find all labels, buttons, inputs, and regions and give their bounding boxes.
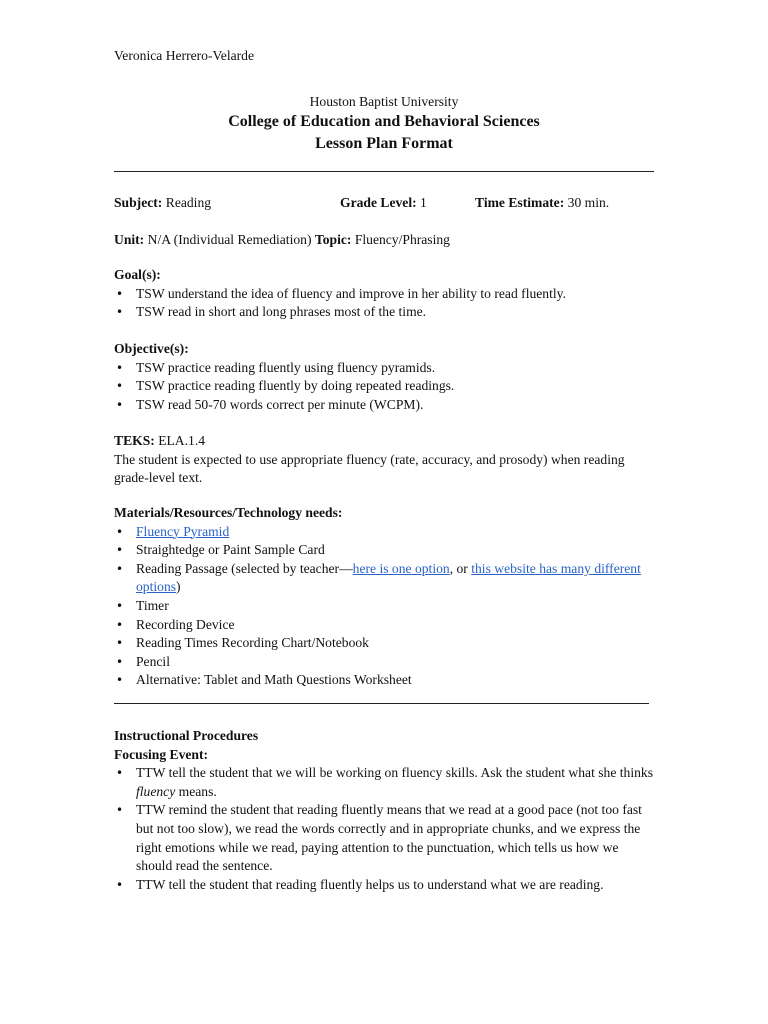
goals-list bbox=[114, 285, 654, 322]
emphasized-word: fluency bbox=[136, 783, 176, 799]
time-field bbox=[475, 194, 609, 213]
list-item bbox=[114, 764, 654, 801]
passage-mid: , or bbox=[449, 560, 472, 576]
unit-value: N/A (Individual Remediation) bbox=[147, 232, 312, 247]
procedures-list bbox=[114, 764, 654, 894]
goals-section bbox=[114, 266, 654, 322]
list-item: • TSW practice reading fluently by doing repeated readings. bbox=[114, 377, 654, 396]
list-item: • TSW read in short and long phrases most of the time. bbox=[114, 303, 654, 322]
teks-description: The student is expected to use appropriate fluency (rate, accuracy, and prosody) when reading grade-level text. bbox=[114, 451, 625, 486]
passage-suffix: ) bbox=[176, 579, 181, 595]
subject-label: Subject: bbox=[114, 195, 163, 210]
passage-option-link[interactable]: here is one option bbox=[352, 560, 450, 576]
item-text: TTW tell the student that we will be working on fluency skills. Ask the student what she thinks bbox=[136, 765, 653, 781]
teks-code: ELA.1.4 bbox=[158, 433, 206, 448]
materials-section bbox=[114, 504, 654, 690]
goals-heading: Goal(s): bbox=[114, 267, 161, 282]
unit-topic-row bbox=[114, 231, 450, 250]
list-item bbox=[114, 523, 654, 542]
section-divider bbox=[114, 703, 649, 704]
time-value: 30 min. bbox=[567, 195, 610, 210]
subject-field bbox=[114, 194, 211, 213]
grade-label: Grade Level: bbox=[340, 195, 417, 210]
header-divider bbox=[114, 171, 654, 172]
list-item: • Reading Times Recording Chart/Notebook bbox=[114, 634, 654, 653]
list-item: • TSW understand the idea of fluency and improve in her ability to read fluently. bbox=[114, 285, 654, 304]
list-item: • Alternative: Tablet and Math Questions Worksheet bbox=[114, 671, 654, 690]
teks-line bbox=[114, 432, 654, 451]
objectives-section bbox=[114, 340, 654, 414]
item-text: means. bbox=[175, 783, 217, 799]
list-item: • TTW remind the student that reading fluently means that we read at a good pace (not too fast but not too slow), we read the words correctly and in appropriate chunks, and we express the right emotions while we read, paying attention to the punctuation, which tells us how we should read the sentence. bbox=[114, 801, 654, 875]
objectives-list bbox=[114, 359, 654, 415]
topic-label: Topic: bbox=[314, 232, 352, 247]
materials-heading: Materials/Resources/Technology needs: bbox=[114, 505, 343, 520]
teks-label: TEKS: bbox=[114, 433, 155, 448]
university-name: Houston Baptist University bbox=[309, 94, 459, 109]
subject-value: Reading bbox=[165, 195, 212, 210]
objectives-heading: Objective(s): bbox=[114, 341, 189, 356]
list-item: • Pencil bbox=[114, 653, 654, 672]
fluency-pyramid-link[interactable]: Fluency Pyramid bbox=[136, 523, 230, 539]
college-name: College of Education and Behavioral Sciences bbox=[228, 113, 540, 130]
topic-value: Fluency/Phrasing bbox=[354, 232, 450, 247]
grade-field bbox=[340, 194, 427, 213]
grade-value: 1 bbox=[420, 195, 427, 210]
document-title: Lesson Plan Format bbox=[315, 135, 453, 152]
list-item: • Straightedge or Paint Sample Card bbox=[114, 541, 654, 560]
teks-section bbox=[114, 432, 654, 488]
procedures-heading: Instructional Procedures bbox=[114, 728, 259, 743]
procedures-section bbox=[114, 727, 654, 894]
materials-list bbox=[114, 523, 654, 690]
focusing-event-heading: Focusing Event: bbox=[114, 746, 209, 762]
passage-website-link[interactable]: this website has many different options bbox=[136, 560, 641, 595]
list-item: • Recording Device bbox=[114, 616, 654, 635]
list-item: • TSW read 50-70 words correct per minute (WCPM). bbox=[114, 396, 654, 415]
passage-prefix: Reading Passage (selected by teacher— bbox=[136, 560, 353, 576]
unit-label: Unit: bbox=[114, 232, 145, 247]
list-item: • Timer bbox=[114, 597, 654, 616]
author-name: Veronica Herrero-Velarde bbox=[114, 48, 255, 63]
time-label: Time Estimate: bbox=[475, 195, 565, 210]
list-item: • TSW practice reading fluently using fluency pyramids. bbox=[114, 359, 654, 378]
list-item bbox=[114, 560, 646, 597]
list-item: • TTW tell the student that reading fluently helps us to understand what we are reading. bbox=[114, 876, 654, 895]
